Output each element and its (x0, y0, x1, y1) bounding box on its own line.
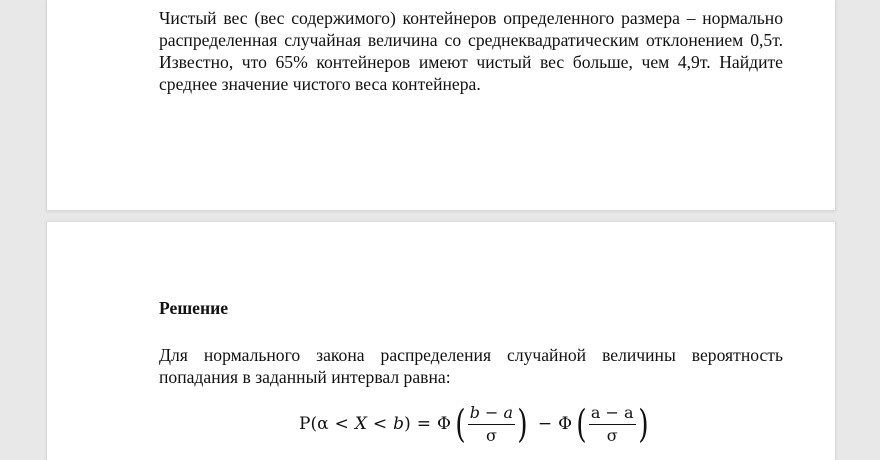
formula-lt-2: < (372, 414, 388, 434)
fraction-2-numerator: a − a (589, 403, 636, 425)
formula-alpha: α (317, 414, 329, 434)
left-paren-2: ( (576, 402, 587, 446)
left-paren-1: ( (455, 402, 466, 446)
fraction-1-numerator: b − a (468, 403, 515, 425)
right-paren-2: ) (637, 402, 649, 446)
formula-b: b (393, 414, 405, 434)
solution-paragraph: Для нормального закона распределения случайной величины вероятность попадания в заданный интервал равна: (159, 345, 783, 387)
fraction-1-denominator: σ (485, 425, 497, 445)
right-paren-1: ) (517, 402, 528, 446)
formula-minus: − (537, 414, 553, 434)
problem-statement: Чистый вес (вес содержимого) контейнеров определенного размера – нормально распределенная случайная величина со среднеквадратическим отклонением 0,5т. Известно, что 65% контейнеров имеют чистый вес больше, чем 4,9т. Найдите среднее значение чистого веса контейнера. (159, 8, 783, 94)
formula-phi-1: Φ (436, 414, 451, 434)
page-2 (46, 222, 836, 460)
formula-fraction-2 (574, 403, 650, 446)
fraction-2-denominator: σ (606, 425, 618, 445)
formula-p: P( (299, 414, 318, 434)
page-1 (46, 0, 836, 210)
formula-equals: = (416, 414, 431, 434)
formula-lt-1: < (334, 414, 349, 434)
formula-close-paren: ) (404, 414, 411, 434)
solution-heading: Решение (159, 298, 229, 318)
probability-formula (299, 392, 652, 456)
formula-fraction-1 (453, 403, 530, 446)
formula-phi-2: Φ (558, 414, 573, 434)
formula-x: X (354, 414, 367, 434)
